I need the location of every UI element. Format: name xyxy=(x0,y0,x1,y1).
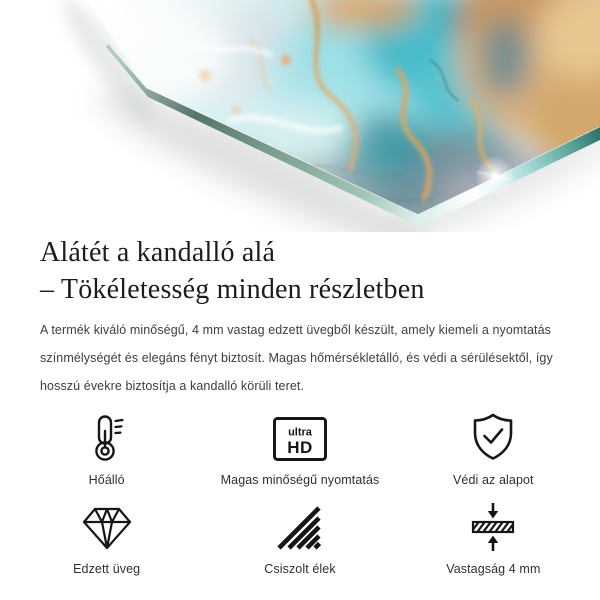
feature-label: Hőálló xyxy=(88,473,125,487)
feature-label: Magas minőségű nyomtatás xyxy=(220,473,380,487)
feature-ultra-hd-print xyxy=(203,414,396,487)
feature-label: Edzett üveg xyxy=(73,562,141,576)
product-description: A termék kiváló minőségű, 4 mm vastag edzett üvegből készült, amely kiemeli a nyomtatás színmélységét és elegáns fényt biztosít. Magas hőmérsékletálló, és védi a sérülésektől, így hosszú évekre biztosítja a kandalló körüli teret. xyxy=(40,323,553,393)
feature-tempered-glass xyxy=(10,503,203,576)
svg-text:HD: HD xyxy=(287,438,313,457)
shield-check-icon xyxy=(470,412,516,462)
product-copy xyxy=(0,234,600,576)
svg-text:ultra: ultra xyxy=(288,426,312,439)
ultra-hd-icon xyxy=(272,416,328,462)
feature-polished-edges xyxy=(203,503,396,576)
diamond-icon xyxy=(81,505,133,551)
glass-panel-illustration xyxy=(0,0,600,232)
feature-grid xyxy=(10,414,590,576)
thermometer-icon xyxy=(89,414,125,462)
page-title-line1: Alátét a kandalló alá xyxy=(40,237,276,268)
feature-heat-resistant xyxy=(10,414,203,487)
feature-label: Vastagság 4 mm xyxy=(446,562,541,576)
thickness-icon xyxy=(469,503,517,551)
feature-protects-base xyxy=(397,414,590,487)
page-title-line2: – Tökéletesség minden részletben xyxy=(40,274,425,305)
page-title xyxy=(40,234,560,308)
feature-thickness xyxy=(397,503,590,576)
product-image xyxy=(0,0,600,232)
feature-label: Csiszolt élek xyxy=(264,562,336,576)
feature-label: Védi az alapot xyxy=(453,473,534,487)
polished-edges-icon xyxy=(276,505,324,551)
